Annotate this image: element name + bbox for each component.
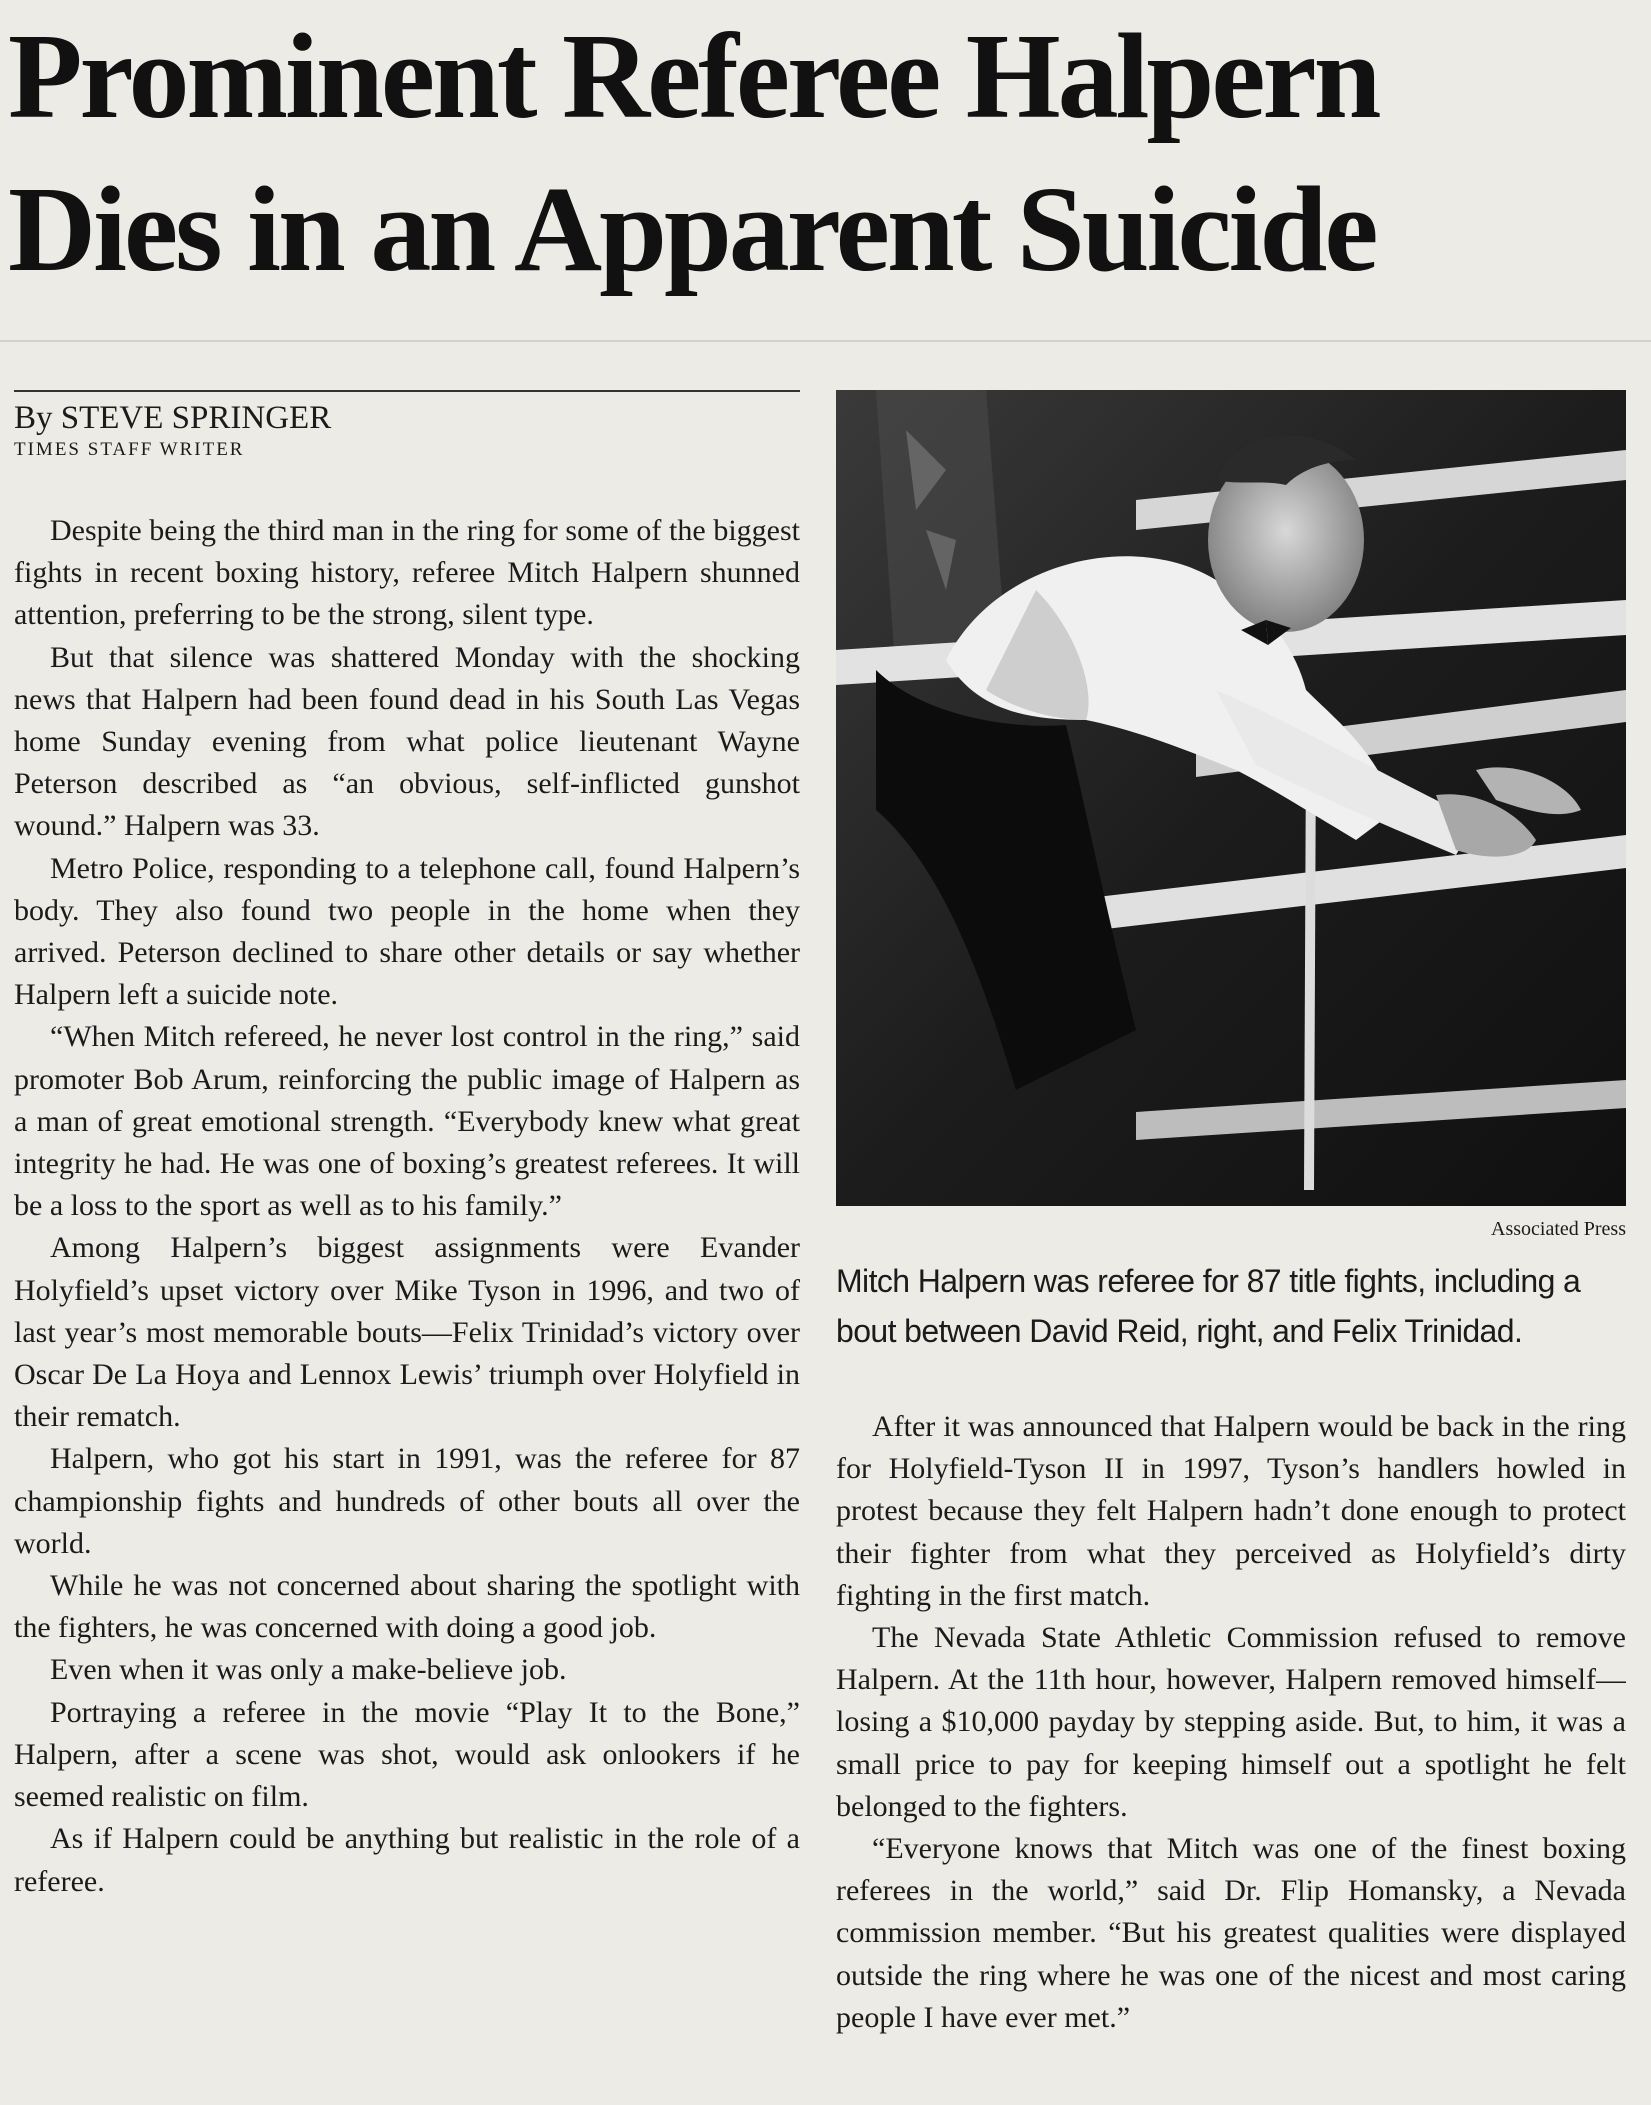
- article-paragraph: As if Halpern could be anything but realistic in the role of a referee.: [14, 1822, 800, 1898]
- byline-role: TIMES STAFF WRITER: [14, 439, 245, 460]
- headline-line-2: Dies in an Apparent Suicide: [8, 162, 1376, 297]
- referee-photo-illustration: [836, 390, 1626, 1206]
- article-paragraph: Despite being the third man in the ring for some of the biggest fights in recent boxing history, referee Mitch Halpern shunned attention, preferring to be the strong, silent type.: [14, 514, 800, 632]
- article-paragraph: Even when it was only a make-believe job.: [50, 1653, 567, 1687]
- article-paragraph: Halpern, who got his start in 1991, was the referee for 87 championship fights and hundreds of other bouts all over the world.: [14, 1442, 800, 1560]
- photo-caption-text: Mitch Halpern was referee for 87 title fights, including a bout between David Reid, right, and Felix Trinidad.: [836, 1263, 1581, 1349]
- article-column-left: [14, 510, 800, 2100]
- article-paragraph: Among Halpern’s biggest assignments were Evander Holyfield’s upset victory over Mike Tyson in 1996, and two of last year’s most memorable bouts—Felix Trinidad’s victory over Oscar De La Hoya and Lennox Lewis’ triumph over Holyfield in their rematch.: [14, 1231, 800, 1434]
- headline-divider: [0, 340, 1651, 342]
- article-paragraph: But that silence was shattered Monday with the shocking news that Halpern had been found dead in his South Las Vegas home Sunday evening from what police lieutenant Wayne Peterson described as “an obvious, self-inflicted gunshot wound.” Halpern was 33.: [14, 640, 800, 843]
- news-photo: [836, 390, 1626, 1206]
- article-paragraph: While he was not concerned about sharing the spotlight with the fighters, he was concerned with doing a good job.: [14, 1569, 800, 1645]
- article-paragraph: After it was announced that Halpern would be back in the ring for Holyfield-Tyson II in 1997, Tyson’s handlers howled in protest because they felt Halpern hadn’t done enough to protect their fighter from what they perceived as Holyfield’s dirty fighting in the first match.: [836, 1410, 1626, 1612]
- byline: [14, 398, 800, 462]
- article-paragraph: “When Mitch refereed, he never lost control in the ring,” said promoter Bob Arum, reinforcing the public image of Halpern as a man of great emotional strength. “Everybody knew what great integrity he had. He was one of boxing’s greatest referees. It will be a loss to the sport as well as to his family.”: [14, 1020, 800, 1223]
- article-paragraph: Metro Police, responding to a telephone call, found Halpern’s body. They also found two people in the home when they arrived. Peterson declined to share other details or say whether Halpern left a suicide note.: [14, 851, 800, 1012]
- photo-caption: [836, 1256, 1626, 1356]
- byline-rule: [14, 390, 800, 392]
- article-paragraph: Portraying a referee in the movie “Play It to the Bone,” Halpern, after a scene was shot, would ask onlookers if he seemed realistic on film.: [14, 1695, 800, 1814]
- article-paragraph: “Everyone knows that Mitch was one of the finest boxing referees in the world,” said Dr. Flip Homansky, a Nevada commission member. “But his greatest qualities were displayed outside the ring where he was one of the nicest and most caring people I have ever met.”: [836, 1832, 1626, 2034]
- headline-line-1: Prominent Referee Halpern: [8, 9, 1379, 144]
- headline: [8, 0, 1648, 306]
- article-paragraph: The Nevada State Athletic Commission refused to remove Halpern. At the 11th hour, however, Halpern removed himself—losing a $10,000 payday by stepping aside. But, to him, it was a small price to pay for keeping himself out a spotlight he felt belonged to the fighters.: [836, 1621, 1626, 1823]
- photo-credit: Associated Press: [1491, 1218, 1626, 1240]
- article-column-right: [836, 1406, 1626, 2096]
- byline-name: By STEVE SPRINGER: [14, 400, 332, 436]
